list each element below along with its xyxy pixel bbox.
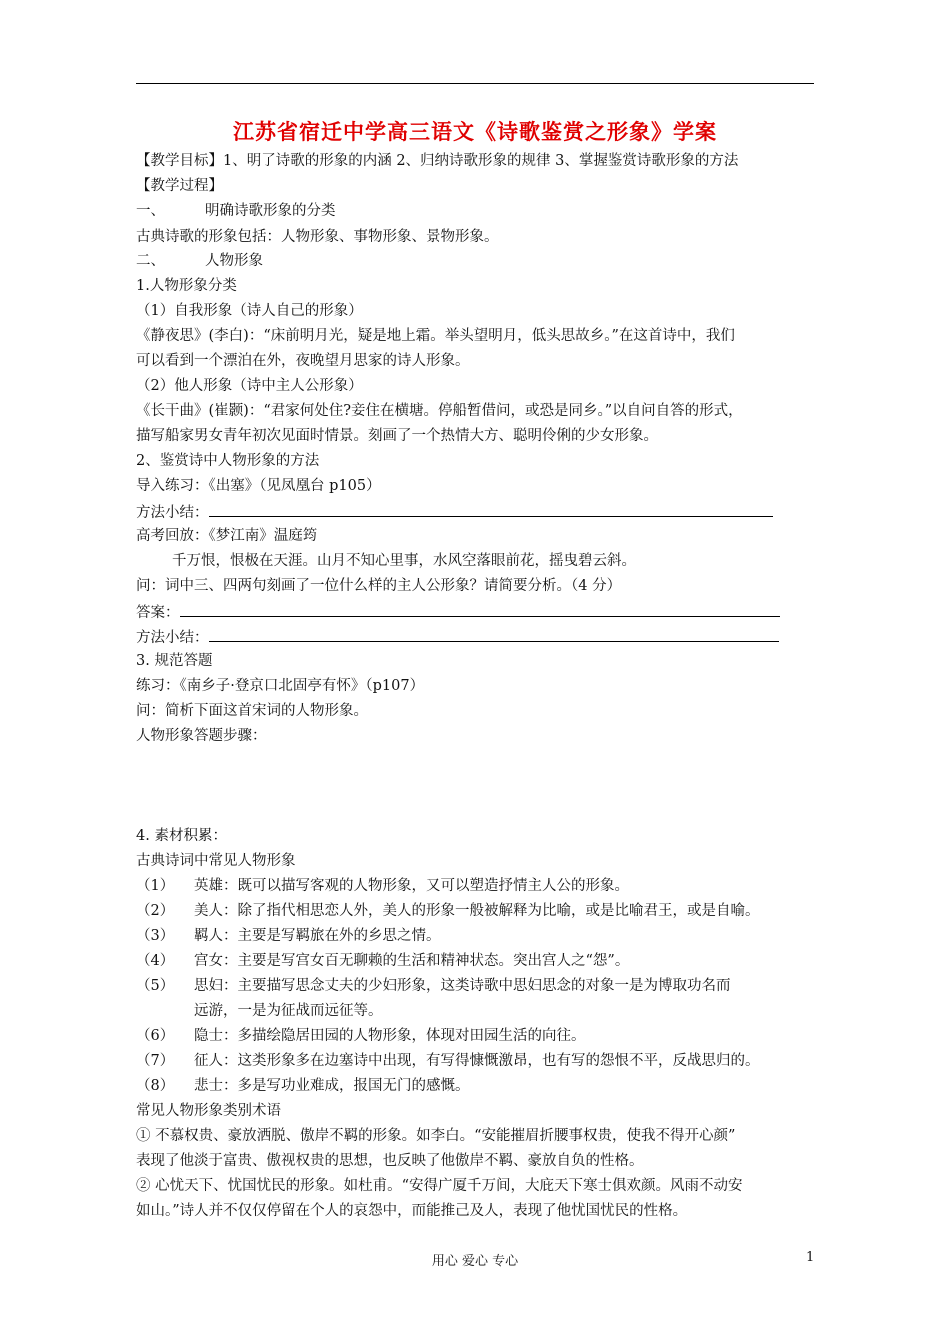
section-1-number: 一、 (136, 203, 165, 219)
list-item: （3） 羁人：主要是写羁旅在外的乡思之情。 (136, 928, 441, 944)
subheading-classification: 1.人物形象分类 (136, 278, 237, 294)
section-1-text: 古典诗歌的形象包括：人物形象、事物形象、景物形象。 (136, 229, 499, 245)
list-item: （7） 征人：这类形象多在边塞诗中出现，有写得慷慨激昂，也有写的怨恨不平，反战思归的。 (136, 1053, 760, 1069)
list-item: （2） 美人：除了指代相思恋人外，美人的形象一般被解释为比喻，或是比喻君王，或是自喻。 (136, 903, 760, 919)
teaching-process-heading: 【教学过程】 (136, 178, 223, 194)
page-number: 1 (806, 1250, 815, 1265)
method-summary-line-2 (136, 626, 779, 648)
list-item: （6） 隐士：多描绘隐居田园的人物形象，体现对田园生活的向往。 (136, 1028, 586, 1044)
method-summary-blank[interactable] (209, 626, 779, 642)
common-images-heading: 古典诗词中常见人物形象 (136, 853, 296, 869)
term-1-line2: 表现了他淡于富贵、傲视权贵的思想，也反映了他傲岸不羁、豪放自负的性格。 (136, 1153, 644, 1169)
self-image-heading: （1）自我形象（诗人自己的形象） (136, 303, 363, 319)
teaching-goals: 【教学目标】1、明了诗歌的形象的内涵 2、归纳诗歌形象的规律 3、掌握鉴赏诗歌形象的方法 (136, 153, 739, 169)
terms-heading: 常见人物形象类别术语 (136, 1103, 281, 1119)
other-image-example-line1: 《长干曲》(崔颢)：“君家何处住?妾住在横塘。停船暂借问，或恐是同乡。”以自问自答的形式， (136, 403, 743, 419)
self-image-example-line1: 《静夜思》(李白)：“床前明月光，疑是地上霜。举头望明月，低头思故乡。”在这首诗中，我们 (136, 328, 735, 344)
answer-blank[interactable] (180, 601, 780, 617)
document-title: 江苏省宿迁中学高三语文《诗歌鉴赏之形象》学案 (233, 119, 717, 144)
method-summary-line-1 (136, 501, 773, 523)
answer-steps-label: 人物形象答题步骤： (136, 728, 267, 744)
other-image-example-line2: 描写船家男女青年初次见面时情景。刻画了一个热情大方、聪明伶俐的少女形象。 (136, 428, 658, 444)
term-2-line1: ② 心忧天下、忧国忧民的形象。如杜甫。“安得广厦千万间，大庇天下寒士俱欢颜。风雨不动安 (136, 1178, 743, 1194)
list-item: （4） 宫女：主要是写宫女百无聊赖的生活和精神状态。突出宫人之“怨”。 (136, 953, 630, 969)
method-summary-blank[interactable] (209, 501, 773, 517)
term-1-line1: ① 不慕权贵、豪放洒脱、傲岸不羁的形象。如李白。“安能摧眉折腰事权贵，使我不得开心颜” (136, 1128, 736, 1144)
practice-exercise: 练习：《南乡子·登京口北固亭有怀》（p107） (136, 678, 425, 694)
intro-exercise: 导入练习：《出塞》（见凤凰台 p105） (136, 478, 381, 494)
subheading-answering: 3. 规范答题 (136, 653, 213, 669)
list-item: （1） 英雄：既可以描写客观的人物形象，又可以塑造抒情主人公的形象。 (136, 878, 629, 894)
method-summary-label: 方法小结： (136, 505, 209, 521)
term-2-line2: 如山。”诗人并不仅仅停留在个人的哀怨中，而能推己及人，表现了他忧国忧民的性格。 (136, 1203, 688, 1219)
answer-line (136, 601, 780, 623)
poem-text: 千万恨，恨极在天涯。山月不知心里事，水风空落眼前花，摇曳碧云斜。 (172, 553, 636, 569)
header-rule (136, 83, 814, 84)
subheading-method: 2、鉴赏诗中人物形象的方法 (136, 453, 320, 469)
section-1-title: 明确诗歌形象的分类 (205, 203, 336, 219)
section-2-heading (136, 251, 263, 271)
list-item-continuation: 远游，一是为征战而远征等。 (194, 1003, 383, 1019)
list-item: （8） 悲士：多是写功业难成，报国无门的感慨。 (136, 1078, 470, 1094)
subheading-materials: 4. 素材积累： (136, 828, 227, 844)
list-item: （5） 思妇：主要描写思念丈夫的少妇形象，这类诗歌中思妇思念的对象一是为博取功名而 (136, 978, 731, 994)
section-1-heading (136, 201, 336, 221)
page-footer: 用心 爱心 专心 (431, 1254, 519, 1269)
method-summary-label: 方法小结： (136, 630, 209, 646)
self-image-example-line2: 可以看到一个漂泊在外，夜晚望月思家的诗人形象。 (136, 353, 470, 369)
other-image-heading: （2）他人形象（诗中主人公形象） (136, 378, 363, 394)
exam-question: 问：词中三、四两句刻画了一位什么样的主人公形象？请简要分析。（4 分） (136, 578, 622, 594)
exam-review: 高考回放：《梦江南》温庭筠 (136, 528, 318, 544)
answer-label: 答案： (136, 605, 180, 621)
section-2-number: 二、 (136, 253, 165, 269)
section-2-title: 人物形象 (205, 253, 263, 269)
practice-question: 问：简析下面这首宋词的人物形象。 (136, 703, 368, 719)
